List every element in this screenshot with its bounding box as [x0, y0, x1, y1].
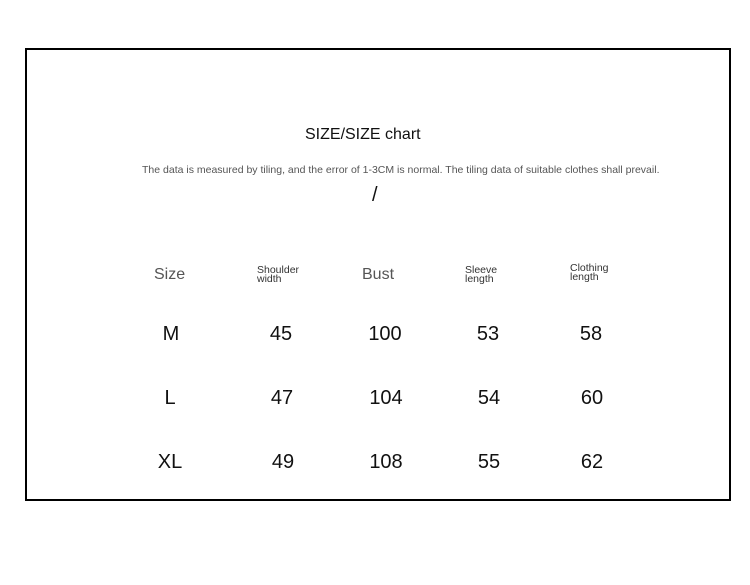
- table-cell: 53: [476, 323, 500, 345]
- header-bust: [362, 266, 394, 284]
- table-cell: L: [164, 387, 176, 409]
- table-cell: 62: [580, 451, 604, 473]
- table-cell: 45: [269, 323, 293, 345]
- header-bust-label: Bust: [362, 266, 395, 283]
- header-size: [154, 266, 185, 284]
- header-clothing-length: [570, 264, 609, 282]
- header-sleeve-line1: Sleeve: [465, 264, 498, 276]
- table-cell: 49: [271, 451, 295, 473]
- header-sleeve-length: [465, 266, 497, 284]
- header-clothing-line1: Clothing: [570, 262, 609, 274]
- header-shoulder-line2: width: [257, 273, 282, 285]
- chart-title: SIZE/SIZE chart: [305, 126, 421, 143]
- header-size-label: Size: [154, 266, 186, 283]
- table-cell: 104: [369, 387, 403, 409]
- table-cell: XL: [157, 451, 183, 473]
- header-shoulder-line1: Shoulder: [257, 264, 300, 276]
- table-cell: 108: [369, 451, 403, 473]
- table-cell: 54: [477, 387, 501, 409]
- table-cell: 100: [368, 323, 402, 345]
- table-cell: M: [162, 323, 180, 345]
- table-cell: 55: [477, 451, 501, 473]
- measurement-note: The data is measured by tiling, and the error of 1-3CM is normal. The tiling data of suitable clothes shall prevail.: [142, 164, 660, 176]
- table-cell: 60: [580, 387, 604, 409]
- header-clothing-line2: length: [570, 271, 599, 283]
- separator-mark: /: [372, 184, 378, 206]
- table-cell: 47: [270, 387, 294, 409]
- header-sleeve-line2: length: [465, 273, 494, 285]
- table-cell: 58: [579, 323, 603, 345]
- header-shoulder-width: [257, 266, 299, 284]
